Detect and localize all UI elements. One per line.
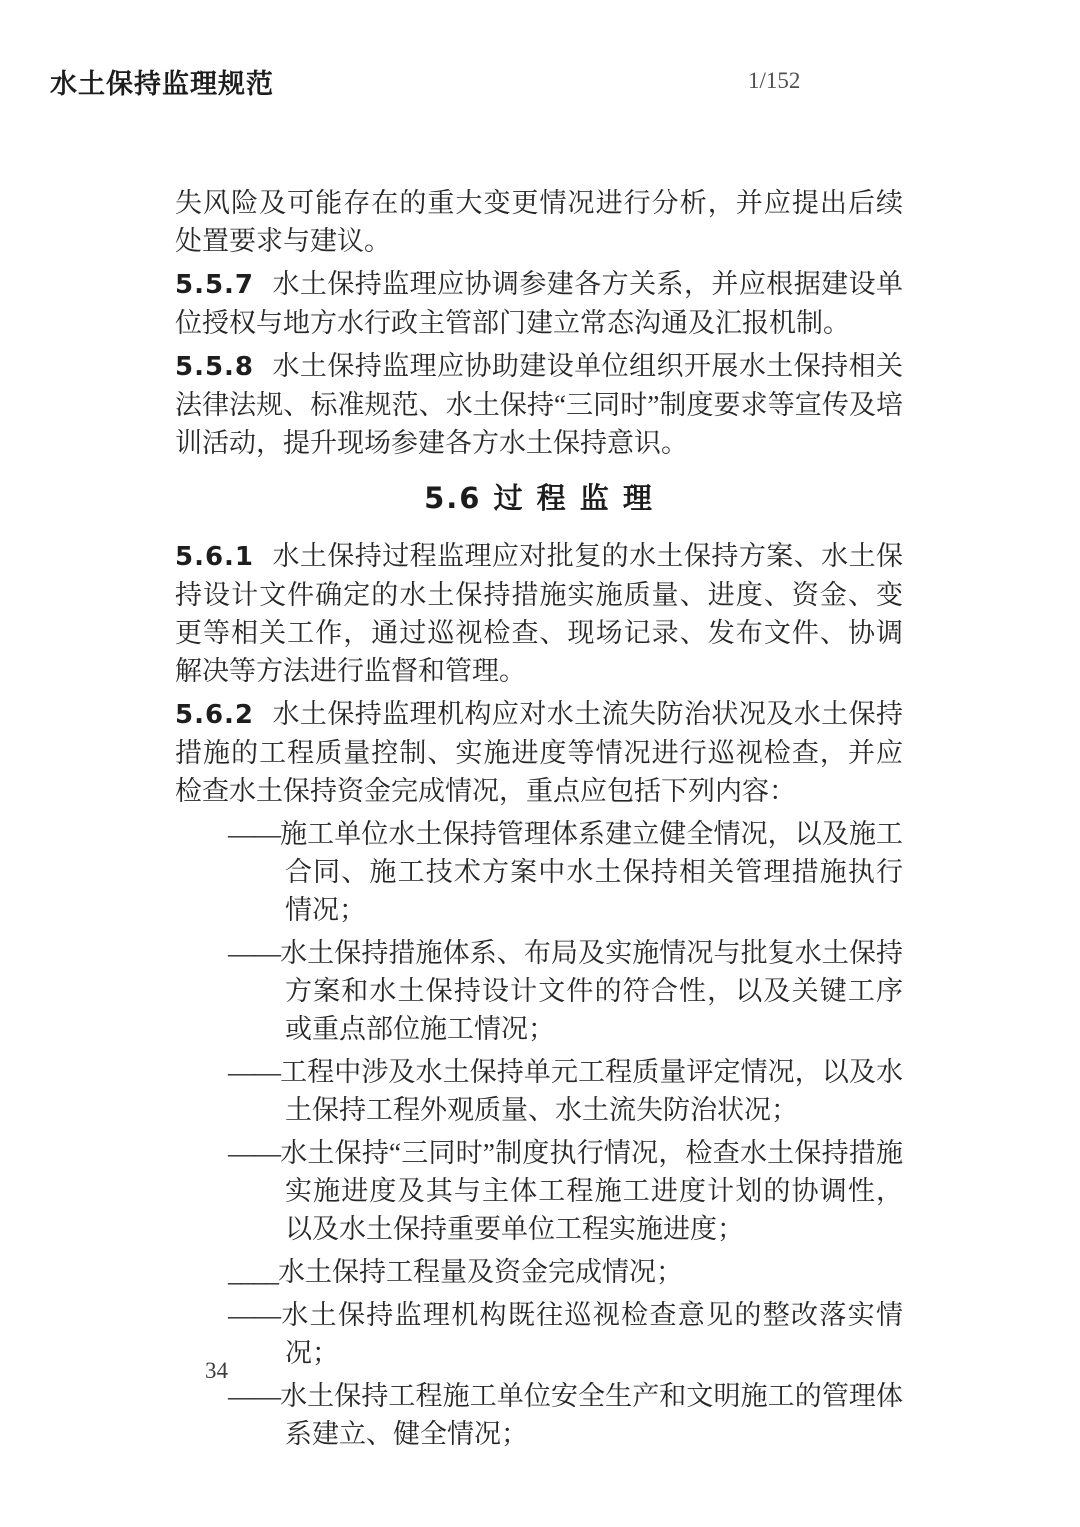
em-dash-marker: ——: [228, 938, 280, 968]
list-item-text: 水土保持监理机构既往巡视检查意见的整改落实情况；: [280, 1300, 903, 1368]
document-body: [175, 184, 903, 1458]
clause-5-6-2: [175, 695, 903, 810]
clause-5-5-8: [175, 347, 903, 462]
list-item: [175, 815, 903, 929]
em-dash-marker: ——: [228, 1300, 280, 1330]
clause-text: 水土保持监理应协调参建各方关系，并应根据建设单位授权与地方水行政主管部门建立常态沟通及汇报机制。: [175, 269, 903, 338]
paragraph-continuation: 失风险及可能存在的重大变更情况进行分析，并应提出后续处置要求与建议。: [175, 188, 903, 256]
underscore-marker: ____: [228, 1257, 278, 1287]
list-item: [175, 1377, 903, 1453]
list-item: [175, 1253, 903, 1291]
list-item: [175, 934, 903, 1048]
list-item: [175, 1053, 903, 1129]
inspection-content-list: [175, 815, 903, 1453]
page-indicator: 1/152: [748, 68, 801, 93]
list-item-text: 水土保持工程施工单位安全生产和文明施工的管理体系建立、健全情况；: [280, 1381, 903, 1449]
clause-text: 水土保持过程监理应对批复的水土保持方案、水土保持设计文件确定的水土保持措施实施质量、进度、资金、变更等相关工作，通过巡视检查、现场记录、发布文件、协调解决等方法进行监督和管理。: [175, 541, 903, 686]
em-dash-marker: ——: [228, 819, 280, 849]
clause-number: 5.5.8: [175, 352, 255, 382]
clause-text: 水土保持监理机构应对水土流失防治状况及水土保持措施的工程质量控制、实施进度等情况进行巡视检查，并应检查水土保持资金完成情况，重点应包括下列内容：: [175, 699, 903, 806]
clause-number: 5.5.7: [175, 270, 255, 300]
list-item-text: 施工单位水土保持管理体系建立健全情况，以及施工合同、施工技术方案中水土保持相关管理措施执行情况；: [280, 819, 903, 925]
list-item-text: 水土保持工程量及资金完成情况；: [278, 1257, 683, 1287]
list-item: [175, 1134, 903, 1248]
document-title: 水土保持监理规范: [50, 69, 274, 100]
em-dash-marker: ——: [228, 1057, 280, 1087]
clause-5-6-1: [175, 537, 903, 690]
list-item-text: 水土保持“三同时”制度执行情况，检查水土保持措施实施进度及其与主体工程施工进度计划的协调性，以及水土保持重要单位工程实施进度；: [280, 1138, 903, 1244]
section-heading-5-6: 5.6 过 程 监 理: [424, 481, 654, 515]
list-item-text: 工程中涉及水土保持单元工程质量评定情况，以及水土保持工程外观质量、水土流失防治状况；: [280, 1057, 903, 1125]
page-number: 34: [205, 1358, 228, 1383]
list-item-text: 水土保持措施体系、布局及实施情况与批复水土保持方案和水土保持设计文件的符合性，以及关键工序或重点部位施工情况；: [280, 938, 903, 1044]
clause-text: 水土保持监理应协助建设单位组织开展水土保持相关法律法规、标准规范、水土保持“三同时”制度要求等宣传及培训活动，提升现场参建各方水土保持意识。: [175, 351, 903, 458]
clause-number: 5.6.2: [175, 700, 255, 730]
em-dash-marker: ——: [228, 1138, 280, 1168]
em-dash-marker: ——: [228, 1381, 280, 1411]
clause-number: 5.6.1: [175, 542, 255, 572]
clause-5-5-7: [175, 265, 903, 342]
list-item: [175, 1296, 903, 1372]
